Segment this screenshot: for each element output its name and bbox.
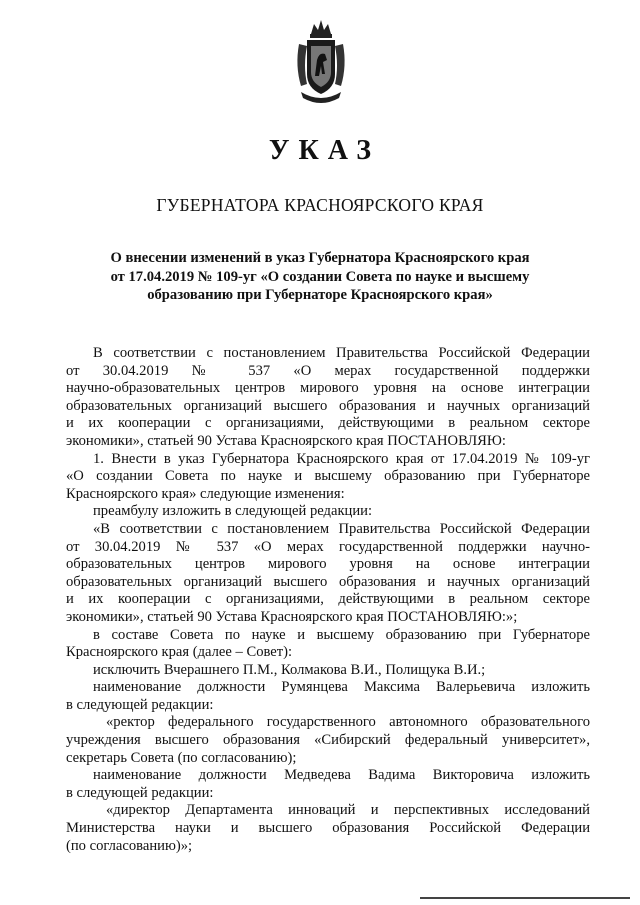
body-line: «ректор федерального государственного автономного образовательного xyxy=(106,714,590,731)
body-line: от 30.04.2019 № 537 «О мерах государственной поддержки xyxy=(66,362,590,379)
body-line: наименование должности Румянцева Максима Валерьевича изложить xyxy=(93,679,590,696)
body-line: образовательных организаций высшего образования и научных организаций xyxy=(66,397,590,414)
body-line: в следующей редакции: xyxy=(66,784,214,801)
body-line: и их кооперации с организациями, действующими в реальном секторе xyxy=(66,591,590,608)
body-line: «директор Департамента инноваций и перспективных исследований xyxy=(106,802,590,819)
decree-heading xyxy=(90,249,550,305)
body-line: учреждения высшего образования «Сибирский федеральный университет», xyxy=(66,732,590,749)
body-line: Красноярского края» следующие изменения: xyxy=(66,485,345,502)
body-line: Министерства науки и высшего образования Российской Федерации xyxy=(66,820,590,837)
decree-body xyxy=(66,345,590,855)
body-line: от 30.04.2019 № 537 «О мерах государственной поддержки научно- xyxy=(66,538,590,555)
body-line: секретарь Совета (по согласованию); xyxy=(66,749,297,766)
body-line: исключить Вчерашнего П.М., Колмакова В.И., Полищука В.И.; xyxy=(93,661,486,678)
body-line: экономики», статьей 90 Устава Красноярского края ПОСТАНОВЛЯЮ: xyxy=(66,432,506,449)
scan-edge-line xyxy=(420,897,630,899)
body-line: экономики», статьей 90 Устава Красноярского края ПОСТАНОВЛЯЮ:»; xyxy=(66,608,518,625)
body-line: «О создании Совета по науке и высшему образованию при Губернаторе xyxy=(66,468,590,485)
body-line: Красноярского края (далее – Совет): xyxy=(66,644,293,661)
body-line: образовательных организаций высшего образования и научных организаций xyxy=(66,573,590,590)
body-line: научно-образовательных центров мирового уровня на основе интеграции xyxy=(66,380,590,397)
body-line: образовательных центров мирового уровня на основе интеграции xyxy=(66,556,590,573)
body-line: «В соответствии с постановлением Правительства Российской Федерации xyxy=(93,520,590,537)
body-line: в составе Совета по науке и высшему образованию при Губернаторе xyxy=(93,626,590,643)
document-title: УКАЗ xyxy=(268,135,381,166)
body-line: В соответствии с постановлением Правительства Российской Федерации xyxy=(93,345,590,361)
body-line: 1. Внести в указ Губернатора Красноярского края от 17.04.2019 № 109-уг xyxy=(93,450,590,467)
heading-line: от 17.04.2019 № 109-уг «О создании Совета по науке и высшему xyxy=(110,268,530,285)
heading-line: образованию при Губернаторе Красноярского края» xyxy=(147,287,493,303)
heading-line: О внесении изменений в указ Губернатора Красноярского края xyxy=(110,250,530,266)
body-line: (по согласованию)»; xyxy=(66,837,193,854)
body-line: в следующей редакции: xyxy=(66,696,214,713)
document-subtitle: ГУБЕРНАТОРА КРАСНОЯРСКОГО КРАЯ xyxy=(156,195,484,215)
body-line: преамбулу изложить в следующей редакции: xyxy=(93,503,373,520)
coat-of-arms-icon xyxy=(293,14,349,106)
body-line: наименование должности Медведева Вадима Викторовича изложить xyxy=(93,767,590,784)
body-line: и их кооперации с организациями, действующими в реальном секторе xyxy=(66,415,590,432)
